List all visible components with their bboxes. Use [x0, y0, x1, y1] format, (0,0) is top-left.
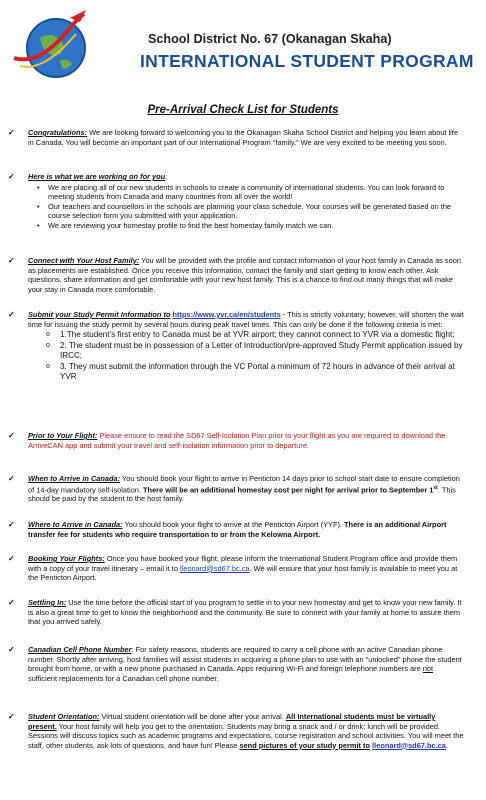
page-title: Pre-Arrival Check List for Students [147, 104, 339, 116]
section-study-permit [8, 310, 464, 383]
email-link[interactable]: lleonard@sd67.bc.ca [179, 563, 250, 573]
section-text: We are looking forward to welcoming you to the Okanagan Skaha School District and helping you learn about life in Canada. You will become an important part of our International Program “family.” We are very excited to be meeting you soon. [28, 128, 458, 147]
list-item: • Our teachers and counsellors in the schools are planning your class schedule. Your courses will be generated based on the course selection form you submitted with your application. [48, 202, 464, 221]
section-settling-in [8, 598, 464, 627]
email-link[interactable]: lleonard@sd67.bc.ca [372, 740, 446, 750]
section-tail-text: sufficient replacements for a Canadian cell phone number. [28, 673, 219, 683]
section-heading: Settling In: [28, 598, 67, 607]
section-tail-text: . This should be paid by the student to the host family. [28, 484, 456, 504]
section-heading: Submit your Study Permit Information to [28, 310, 171, 319]
section-text: Use the time before the official start of you program to settle in to your new homestay and get to know your new family. It is also a great time to get to know the neighborhood and the community. Be sure to connect with your family at home to assure them that you arrived safely. [28, 598, 462, 626]
section-congratulations [8, 128, 464, 147]
check-mark-icon: ✓ [8, 310, 15, 319]
section-cell-phone [8, 645, 464, 683]
globe-plane-logo-icon [10, 8, 90, 84]
section-orientation [8, 712, 464, 750]
section-text-2: Your host family will help you get to the orientation. Students may bring a snack and / or drink; lunch will be provided. Sessions will discuss topics such as academic programs and expectations, course registration and school activities. You will meet the staff, other students, ask lots of questions, and have fun! Please [28, 721, 464, 750]
section-text: Virtual student orientation will be done after your arrival. [99, 712, 286, 721]
criteria-item: o 1.The student’s first entry to Canada must be at YVR airport; they cannot connect to YVR via a domestic flight; [60, 330, 464, 341]
section-heading: Prior to Your Flight: [28, 431, 98, 440]
check-mark-icon: ✓ [8, 256, 15, 265]
check-mark-icon: ✓ [8, 598, 15, 607]
section-tail-text: . We will ensure that your host family is available to meet you at the Penticton Airport. [28, 563, 458, 582]
heading-colon: : [165, 172, 168, 181]
section-text: - This is strictly voluntary; however, will shorten the wait time for issuing the study permit by several hours during peak travel times. This can only be done if the following criteria is met: [28, 310, 464, 329]
section-text: You will be provided with the profile and contact information of your host family in Canada as soon as placements are established. Once you receive this information, contact the family and start getting to know each other. Ask questions, share information and get comfortable with your new host family. This is a chance to find out many things that will make your stay in Canada more comfortable. [28, 256, 461, 294]
section-heading: Here is what we are working on for you [28, 172, 166, 181]
check-mark-icon: ✓ [8, 474, 15, 483]
section-heading: Congratulations: [28, 128, 88, 137]
section-prior-to-flight [8, 431, 464, 450]
list-item: • We are reviewing your homestay profile to find the best homestay family match we can. [48, 221, 464, 231]
check-mark-icon: ✓ [8, 554, 15, 563]
section-heading: Where to Arrive in Canada: [28, 520, 123, 529]
section-text: You should book your flight to arrive at the Penticton Airport (YYF). [122, 520, 342, 529]
section-heading: Canadian Cell Phone Number [28, 645, 132, 654]
section-when-to-arrive [8, 474, 464, 504]
section-text: You should book your flight to arrive in Penticton 14 days prior to school start date to ensure completion of 14-day mandatory self-isolation. [28, 474, 460, 494]
section-text: : For safety reasons, students are required to carry a cell phone with an active Canadian phone number. Shortly after arriving, host families will assist students in acquiring a phone plan to use with an "unlocked" phone the student brought from home, or with a new phone purchased in Canada. Apps requiring Wi-Fi and foreign telephone numbers are [28, 645, 462, 673]
criteria-item: o 3. They must submit the information through the VC Portal a minimum of 72 hours in advance of their arrival at YVR [60, 362, 464, 383]
section-heading: Booking Your Flights: [28, 554, 105, 563]
underlined-not: not [422, 664, 434, 673]
section-end: . [445, 740, 448, 750]
check-mark-icon: ✓ [8, 520, 15, 529]
check-mark-icon: ✓ [8, 431, 15, 440]
section-host-family [8, 256, 464, 294]
criteria-item: o 2. The student must be in possession of a Letter of Introduction/pre-approved Study Permit application issued by IRCC; [60, 341, 464, 362]
check-mark-icon: ✓ [8, 128, 15, 137]
section-heading: Student Orientation: [28, 712, 100, 721]
section-where-to-arrive [8, 520, 464, 539]
superscript-text: st [433, 484, 438, 491]
district-name: School District No. 67 (Okanagan Skaha) [148, 32, 392, 46]
section-text: Once you have booked your flight, please inform the International Student Program office and provide them with a copy of your travel itinerary – email it to [28, 554, 458, 573]
check-mark-icon: ✓ [8, 172, 15, 181]
section-booking-flights [8, 554, 464, 583]
section-working-on [8, 172, 464, 230]
check-mark-icon: ✓ [8, 712, 15, 721]
section-heading: Connect with Your Host Family: [28, 256, 140, 265]
section-text: Please ensure to read the SD67 Self-Isolation Plan prior to your flight as you are required to download the ArriveCAN app and submit your travel and self-isolation information prior to departure. [28, 431, 446, 450]
section-bold-text: There is an additional Airport transfer fee for students who require transportation to or from the Kelowna Airport. [28, 520, 447, 539]
program-name: INTERNATIONAL STUDENT PROGRAM [140, 51, 474, 71]
section-heading: When to Arrive in Canada: [28, 474, 121, 483]
check-mark-icon: ✓ [8, 645, 15, 654]
list-item: • We are placing all of our new students in schools to create a community of international students. You can look forward to meeting students from Canada and many countries from all over the world! [48, 183, 464, 202]
send-pictures-text: send pictures of your study permit to [239, 740, 371, 750]
header [8, 6, 478, 84]
section-bold-text: All International students must be virtually present. [28, 712, 436, 731]
yvr-students-link[interactable]: https://www.yvr.ca/en/students [172, 310, 281, 319]
section-bold-text: There will be an additional homestay cost per night for arrival prior to September 1 [140, 484, 434, 494]
